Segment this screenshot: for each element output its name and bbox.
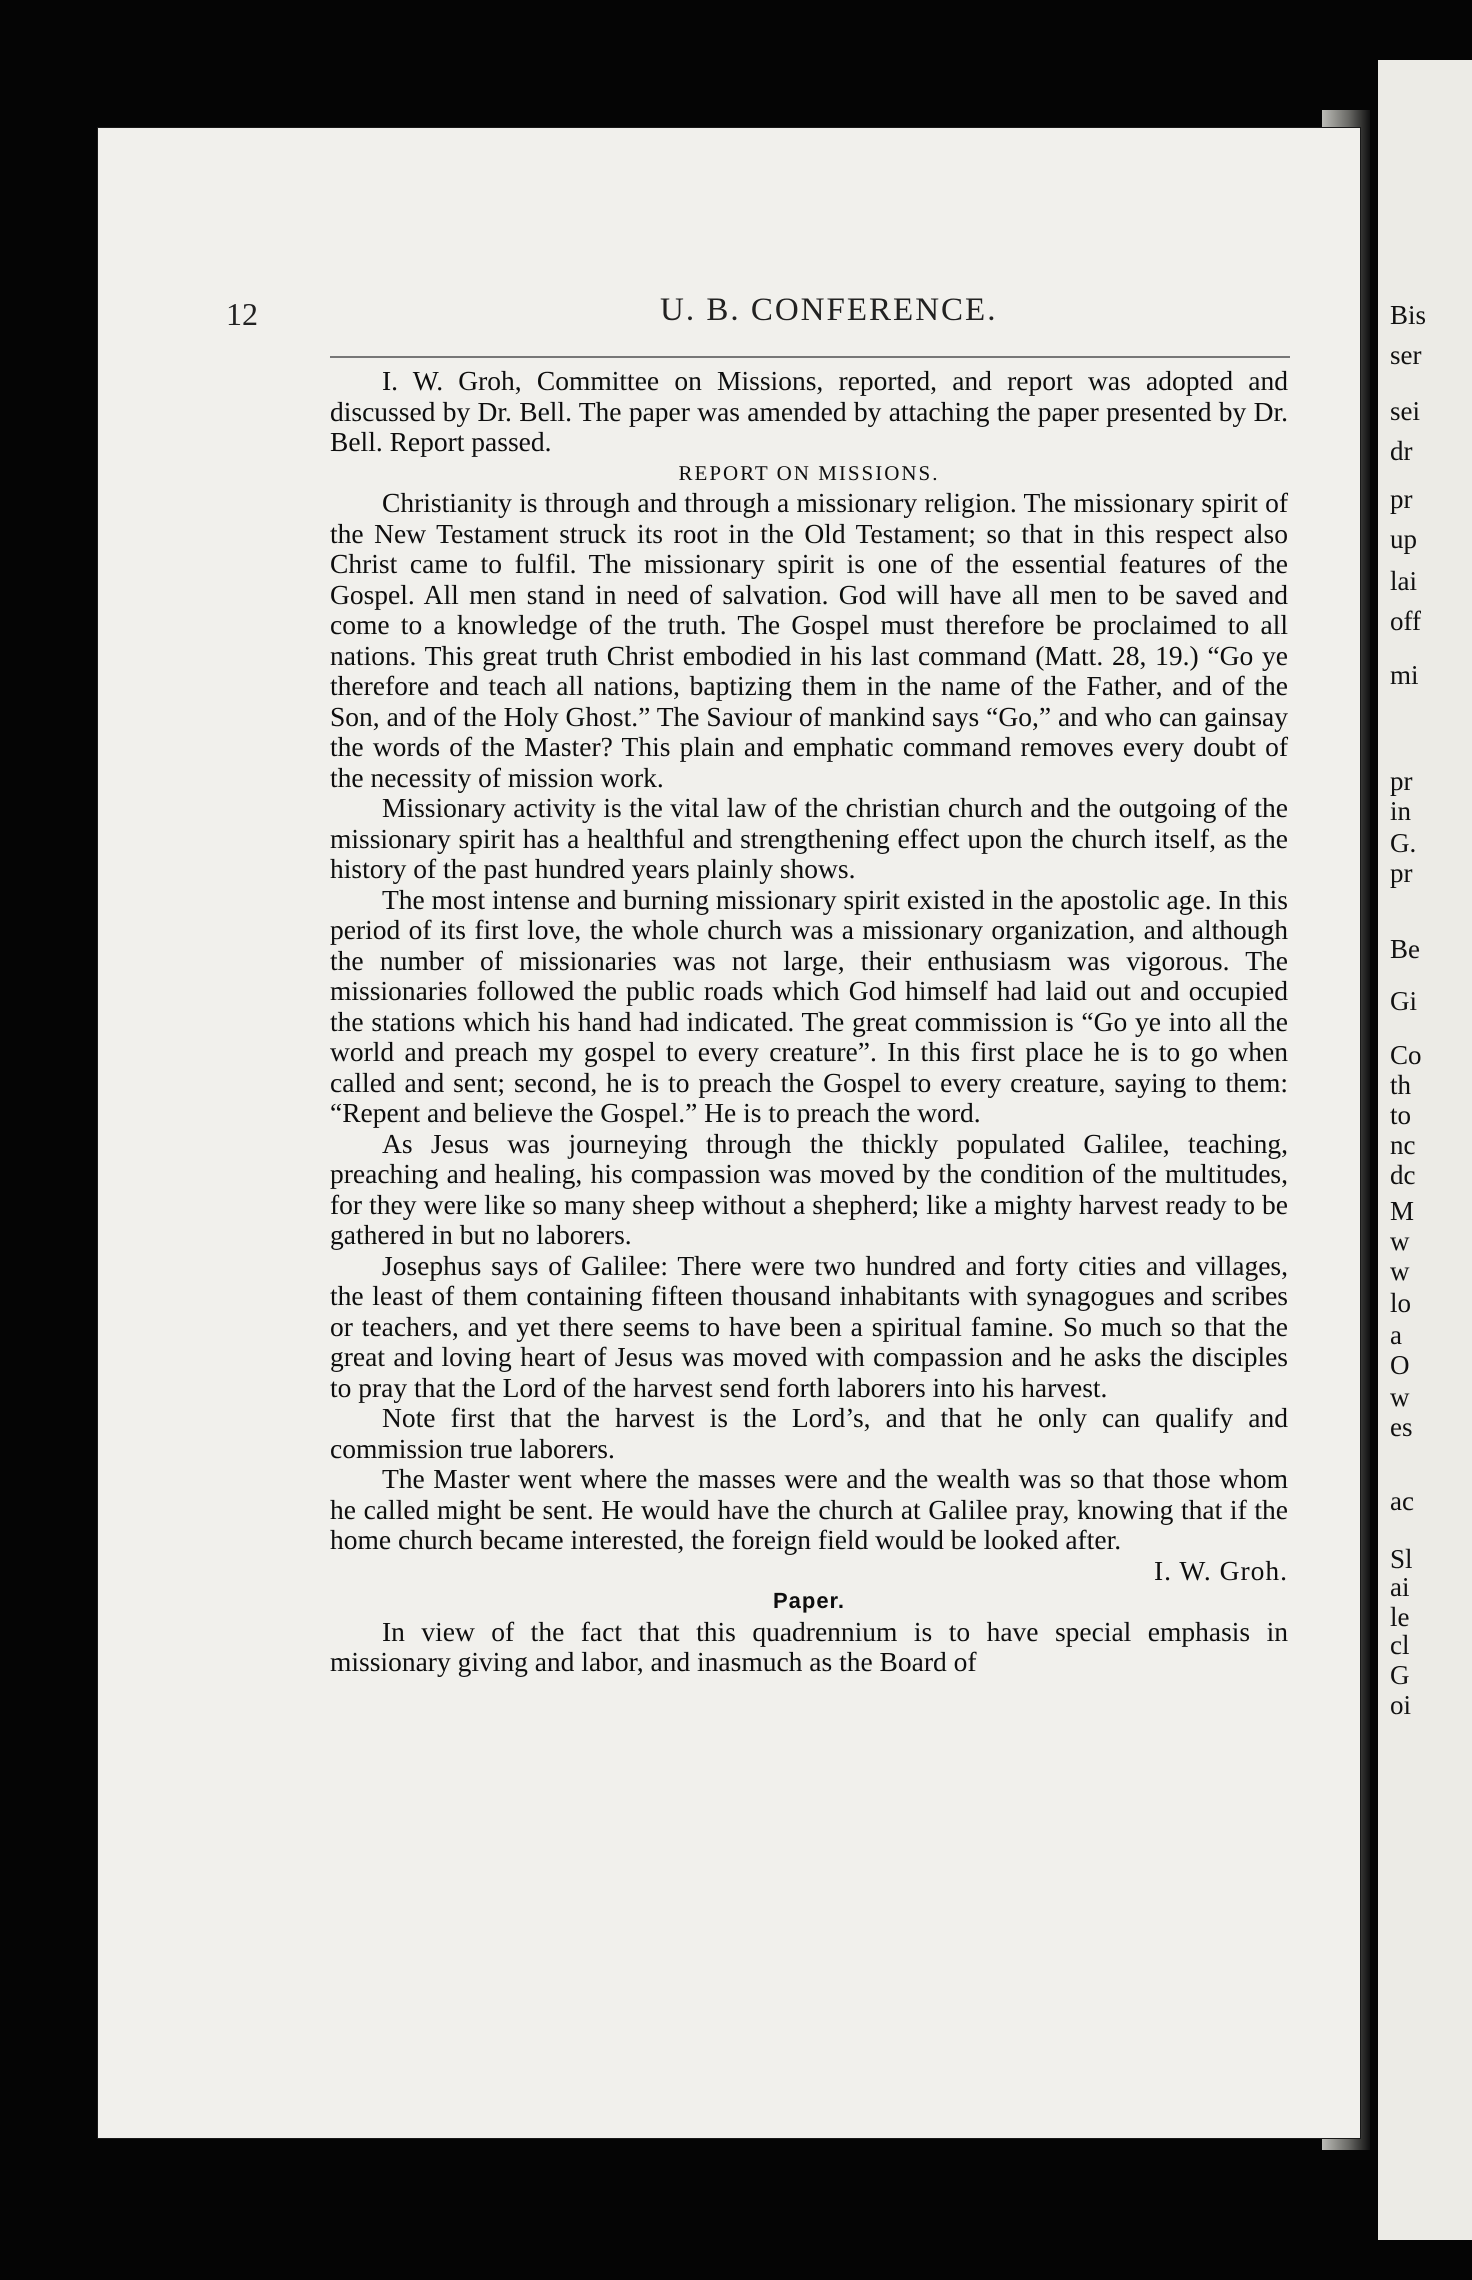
adjacent-page-text: G	[1390, 1660, 1410, 1690]
body-paragraph-7: The Master went where the masses were and the wealth was so that those whom he called might be sent. He would have the church at Galilee pray, knowing that if the home church became interested, the foreign field would be looked after.	[330, 1463, 1288, 1555]
adjacent-page-text: oi	[1390, 1690, 1412, 1720]
report-title: REPORT ON MISSIONS.	[678, 460, 940, 485]
adjacent-page-text: Be	[1390, 934, 1420, 964]
adjacent-page-text: Bis	[1390, 300, 1427, 330]
adjacent-page-text: off	[1390, 606, 1421, 636]
body-paragraph-5: Josephus says of Galilee: There were two hundred and forty cities and villages, the least of them containing fifteen thousand inhabitants with synagogues and scribes or teachers, and yet there seems to have been a spiritual famine. So much so that the great and loving heart of Jesus was moved with compassion and he asks the disciples to pray that the Lord of the harvest send forth laborers into his harvest.	[330, 1249, 1288, 1403]
body-paragraph-6: Note first that the harvest is the Lord’s, and that he only can qualify and commission true laborers.	[330, 1402, 1288, 1464]
page-body	[330, 360, 1288, 1678]
adjacent-page-text: pr	[1390, 858, 1413, 888]
body-paragraph-1: Christianity is through and through a missionary religion. The missionary spirit of the New Testament struck its root in the Old Testament; so that in this respect also Christ came to fulfil. The missionary spirit is one of the essential features of the Gospel. All men stand in need of salvation. God will have all men to be saved and come to a knowledge of the truth. The Gospel must therefore be proclaimed to all nations. This great truth Christ embodied in his last command (Matt. 28, 19.) “Go ye therefore and teach all nations, baptizing them in the name of the Father, and of the Son, and of the Holy Ghost.” The Saviour of mankind says “Go,” and who can gainsay the words of the Master? This plain and emphatic command removes every doubt of the necessity of mission work.	[330, 487, 1288, 793]
adjacent-page-text: w	[1390, 1382, 1410, 1412]
body-paragraph-2: Missionary activity is the vital law of the christian church and the outgoing of the missionary spirit has a healthful and strengthening effect upon the church itself, as the history of the past hundred years plainly shows.	[330, 792, 1288, 884]
body-paragraph-4: As Jesus was journeying through the thickly populated Galilee, teaching, preaching and healing, his compassion was moved by the condition of the multitudes, for they were like so many sheep without a shepherd; like a mighty harvest ready to be gathered in but no laborers.	[330, 1127, 1288, 1250]
adjacent-page-text: Co	[1390, 1040, 1422, 1070]
paper-title: Paper.	[772, 1588, 846, 1613]
header-rule	[330, 356, 1290, 358]
adjacent-page-text: M	[1390, 1196, 1415, 1226]
adjacent-page-text: G.	[1390, 828, 1417, 858]
adjacent-page-text: ser	[1390, 340, 1422, 370]
paper-paragraph: In view of the fact that this quadrennium is to have special emphasis in missionary giving and labor, and inasmuch as the Board of	[330, 1615, 1288, 1677]
adjacent-page-text: th	[1390, 1070, 1412, 1100]
adjacent-page-text: cl	[1390, 1630, 1410, 1660]
adjacent-page-text: O	[1390, 1350, 1410, 1380]
adjacent-page-text: lai	[1390, 566, 1417, 596]
signature: I. W. Groh.	[1154, 1554, 1288, 1586]
adjacent-page-text: ai	[1390, 1572, 1410, 1602]
adjacent-page-text: lo	[1390, 1288, 1412, 1318]
adjacent-page-text: mi	[1390, 660, 1419, 690]
adjacent-page-text: sei	[1390, 396, 1420, 426]
running-head: U. B. CONFERENCE.	[660, 292, 998, 328]
adjacent-page-text: dr	[1390, 436, 1413, 466]
page-number: 12	[226, 296, 258, 332]
adjacent-page-text: ac	[1390, 1486, 1414, 1516]
body-paragraph-3: The most intense and burning missionary spirit existed in the apostolic age. In this period of its first love, the whole church was a missionary organization, and although the number of missionaries was not large, their enthusiasm was vigorous. The missionaries followed the public roads which God himself had laid out and occupied the stations which his hand had indicated. The great commission is “Go ye into all the world and preach my gospel to every creature”. In this first place he is to go when called and sent; second, he is to preach the Gospel to every creature, saying to them: “Repent and believe the Gospel.” He is to preach the word.	[330, 883, 1288, 1128]
intro-paragraph: I. W. Groh, Committee on Missions, reported, and report was adopted and discussed by Dr. Bell. The paper was amended by attaching the paper presented by Dr. Bell. Report passed.	[330, 365, 1288, 457]
adjacent-page-text: pr	[1390, 484, 1413, 514]
adjacent-page-text: in	[1390, 796, 1412, 826]
adjacent-page-text: up	[1390, 524, 1417, 554]
adjacent-page-fragment	[1378, 60, 1472, 2240]
adjacent-page-text: to	[1390, 1100, 1412, 1130]
adjacent-page-text: w	[1390, 1256, 1410, 1286]
adjacent-page-text: a	[1390, 1320, 1402, 1350]
adjacent-page-text: es	[1390, 1412, 1413, 1442]
adjacent-page-text: dc	[1390, 1160, 1416, 1190]
adjacent-page-text: Gi	[1390, 986, 1417, 1016]
adjacent-page-text: le	[1390, 1602, 1410, 1632]
adjacent-page-text: Sl	[1390, 1544, 1413, 1574]
adjacent-page-text: w	[1390, 1226, 1410, 1256]
adjacent-page-text: nc	[1390, 1130, 1416, 1160]
adjacent-page-text: pr	[1390, 766, 1413, 796]
